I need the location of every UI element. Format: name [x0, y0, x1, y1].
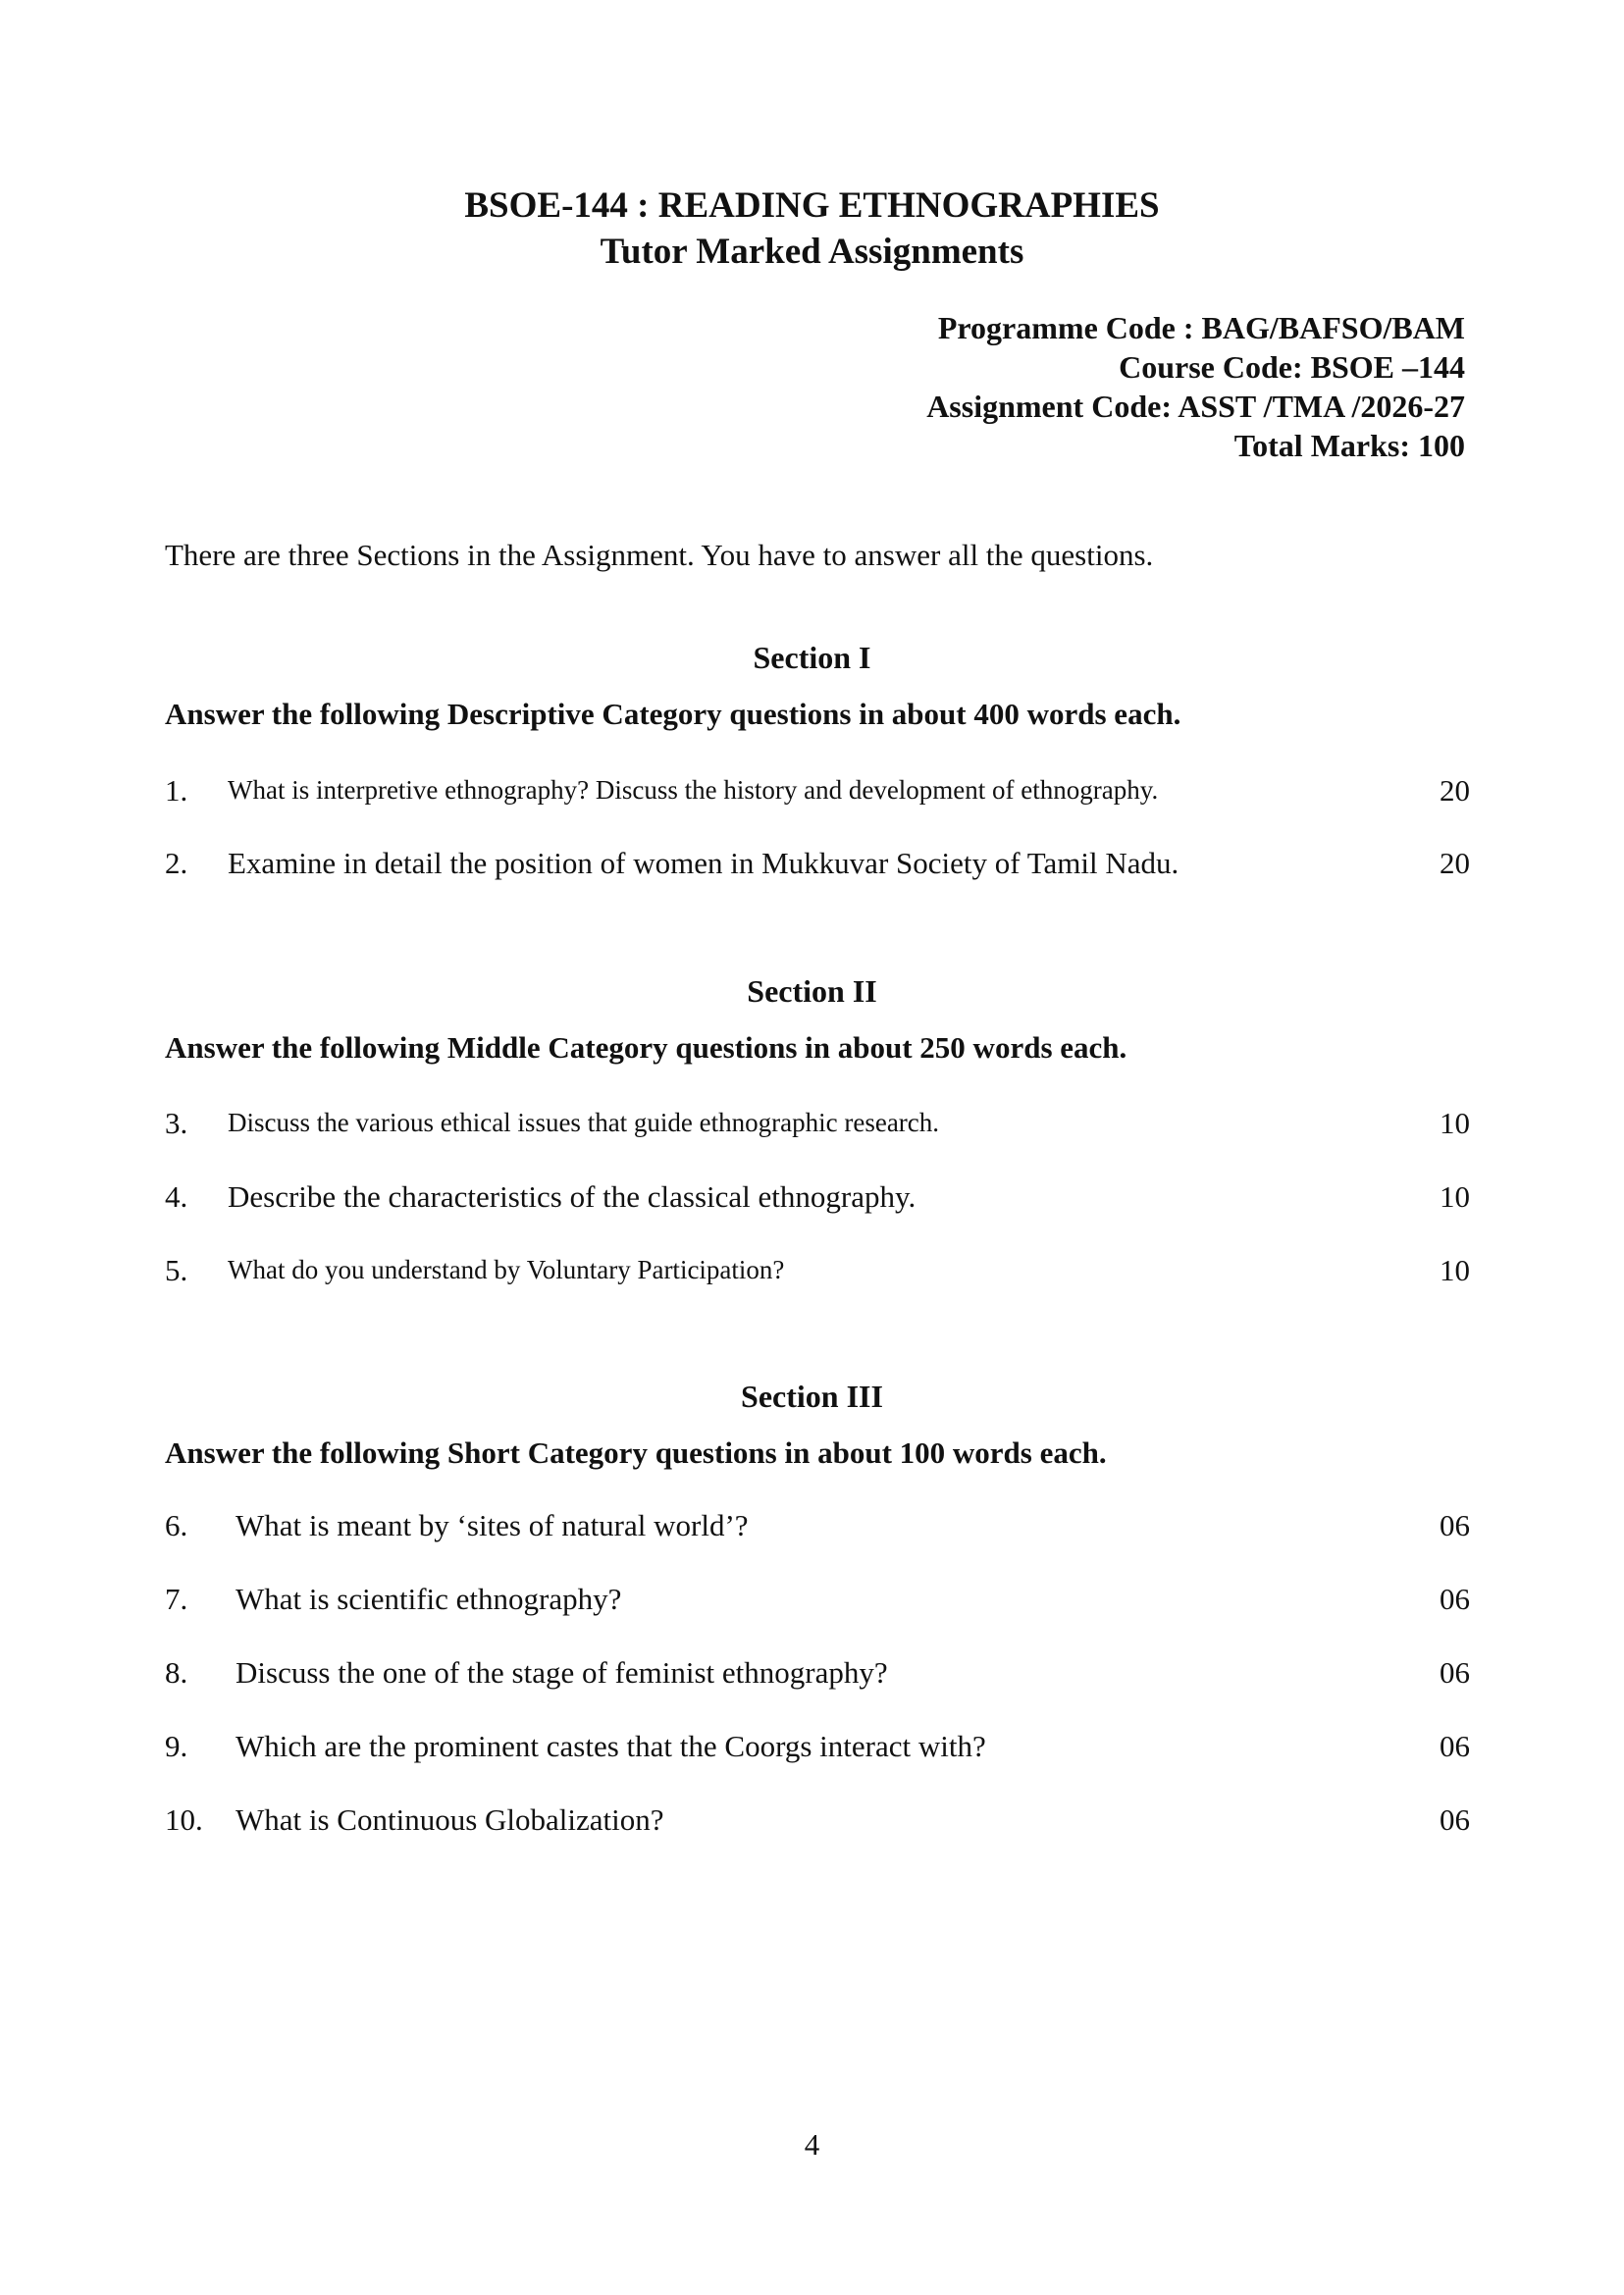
question-number: 7.: [165, 1582, 188, 1616]
question-text: Discuss the various ethical issues that guide ethnographic research.: [228, 1108, 940, 1137]
question-marks: 10: [1440, 1253, 1470, 1287]
question-marks: 20: [1440, 846, 1470, 880]
question-marks: 20: [1440, 773, 1470, 808]
question-text: What is interpretive ethnography? Discuss the history and development of ethnography.: [228, 775, 1159, 805]
question-text: Discuss the one of the stage of feminist ethnography?: [236, 1655, 888, 1690]
section-2-instruction: Answer the following Middle Category questions in about 250 words each.: [165, 1030, 1127, 1065]
section-2-heading: Section II: [747, 973, 877, 1009]
question-marks: 06: [1440, 1508, 1470, 1542]
intro-text: There are three Sections in the Assignment. You have to answer all the questions.: [165, 538, 1154, 572]
question-row: [165, 1253, 1470, 1292]
question-text: What is meant by ‘sites of natural world’?: [236, 1508, 749, 1542]
question-marks: 10: [1440, 1106, 1470, 1140]
section-1-instruction: Answer the following Descriptive Category questions in about 400 words each.: [165, 697, 1181, 731]
question-marks: 06: [1440, 1582, 1470, 1616]
course-code: Course Code: BSOE –144: [1119, 349, 1465, 385]
question-text: Examine in detail the position of women in Mukkuvar Society of Tamil Nadu.: [228, 846, 1179, 880]
question-number: 5.: [165, 1253, 188, 1287]
question-number: 4.: [165, 1179, 188, 1214]
question-number: 8.: [165, 1655, 188, 1690]
question-row: [165, 1179, 1470, 1219]
question-text: What is scientific ethnography?: [236, 1582, 622, 1616]
question-text: What is Continuous Globalization?: [236, 1802, 664, 1837]
programme-code: Programme Code : BAG/BAFSO/BAM: [937, 310, 1465, 345]
course-meta-block: [926, 308, 1465, 465]
question-row: [165, 1729, 1470, 1768]
question-number: 10.: [165, 1802, 203, 1837]
question-row: [165, 1508, 1470, 1547]
question-text: What do you understand by Voluntary Participation?: [228, 1255, 785, 1284]
question-row: [165, 1655, 1470, 1695]
question-number: 2.: [165, 846, 188, 880]
question-number: 9.: [165, 1729, 188, 1763]
document-title: BSOE-144 : READING ETHNOGRAPHIES: [464, 185, 1160, 226]
question-row: [165, 1582, 1470, 1621]
question-marks: 06: [1440, 1802, 1470, 1837]
question-row: [165, 846, 1470, 885]
question-row: [165, 1802, 1470, 1842]
question-number: 3.: [165, 1106, 188, 1140]
section-3-heading: Section III: [741, 1379, 883, 1414]
page-number: 4: [804, 2127, 820, 2162]
document-subtitle: Tutor Marked Assignments: [600, 232, 1024, 272]
question-marks: 06: [1440, 1729, 1470, 1763]
section-3-instruction: Answer the following Short Category questions in about 100 words each.: [165, 1435, 1107, 1470]
question-text: Describe the characteristics of the classical ethnography.: [228, 1179, 917, 1214]
total-marks: Total Marks: 100: [1233, 428, 1465, 463]
question-marks: 06: [1440, 1655, 1470, 1690]
question-row: [165, 773, 1470, 812]
section-1-heading: Section I: [753, 640, 871, 675]
assignment-code: Assignment Code: ASST /TMA /2026-27: [926, 389, 1465, 424]
question-number: 1.: [165, 773, 188, 808]
question-number: 6.: [165, 1508, 188, 1542]
question-row: [165, 1106, 1470, 1145]
question-marks: 10: [1440, 1179, 1470, 1214]
question-text: Which are the prominent castes that the Coorgs interact with?: [236, 1729, 986, 1763]
